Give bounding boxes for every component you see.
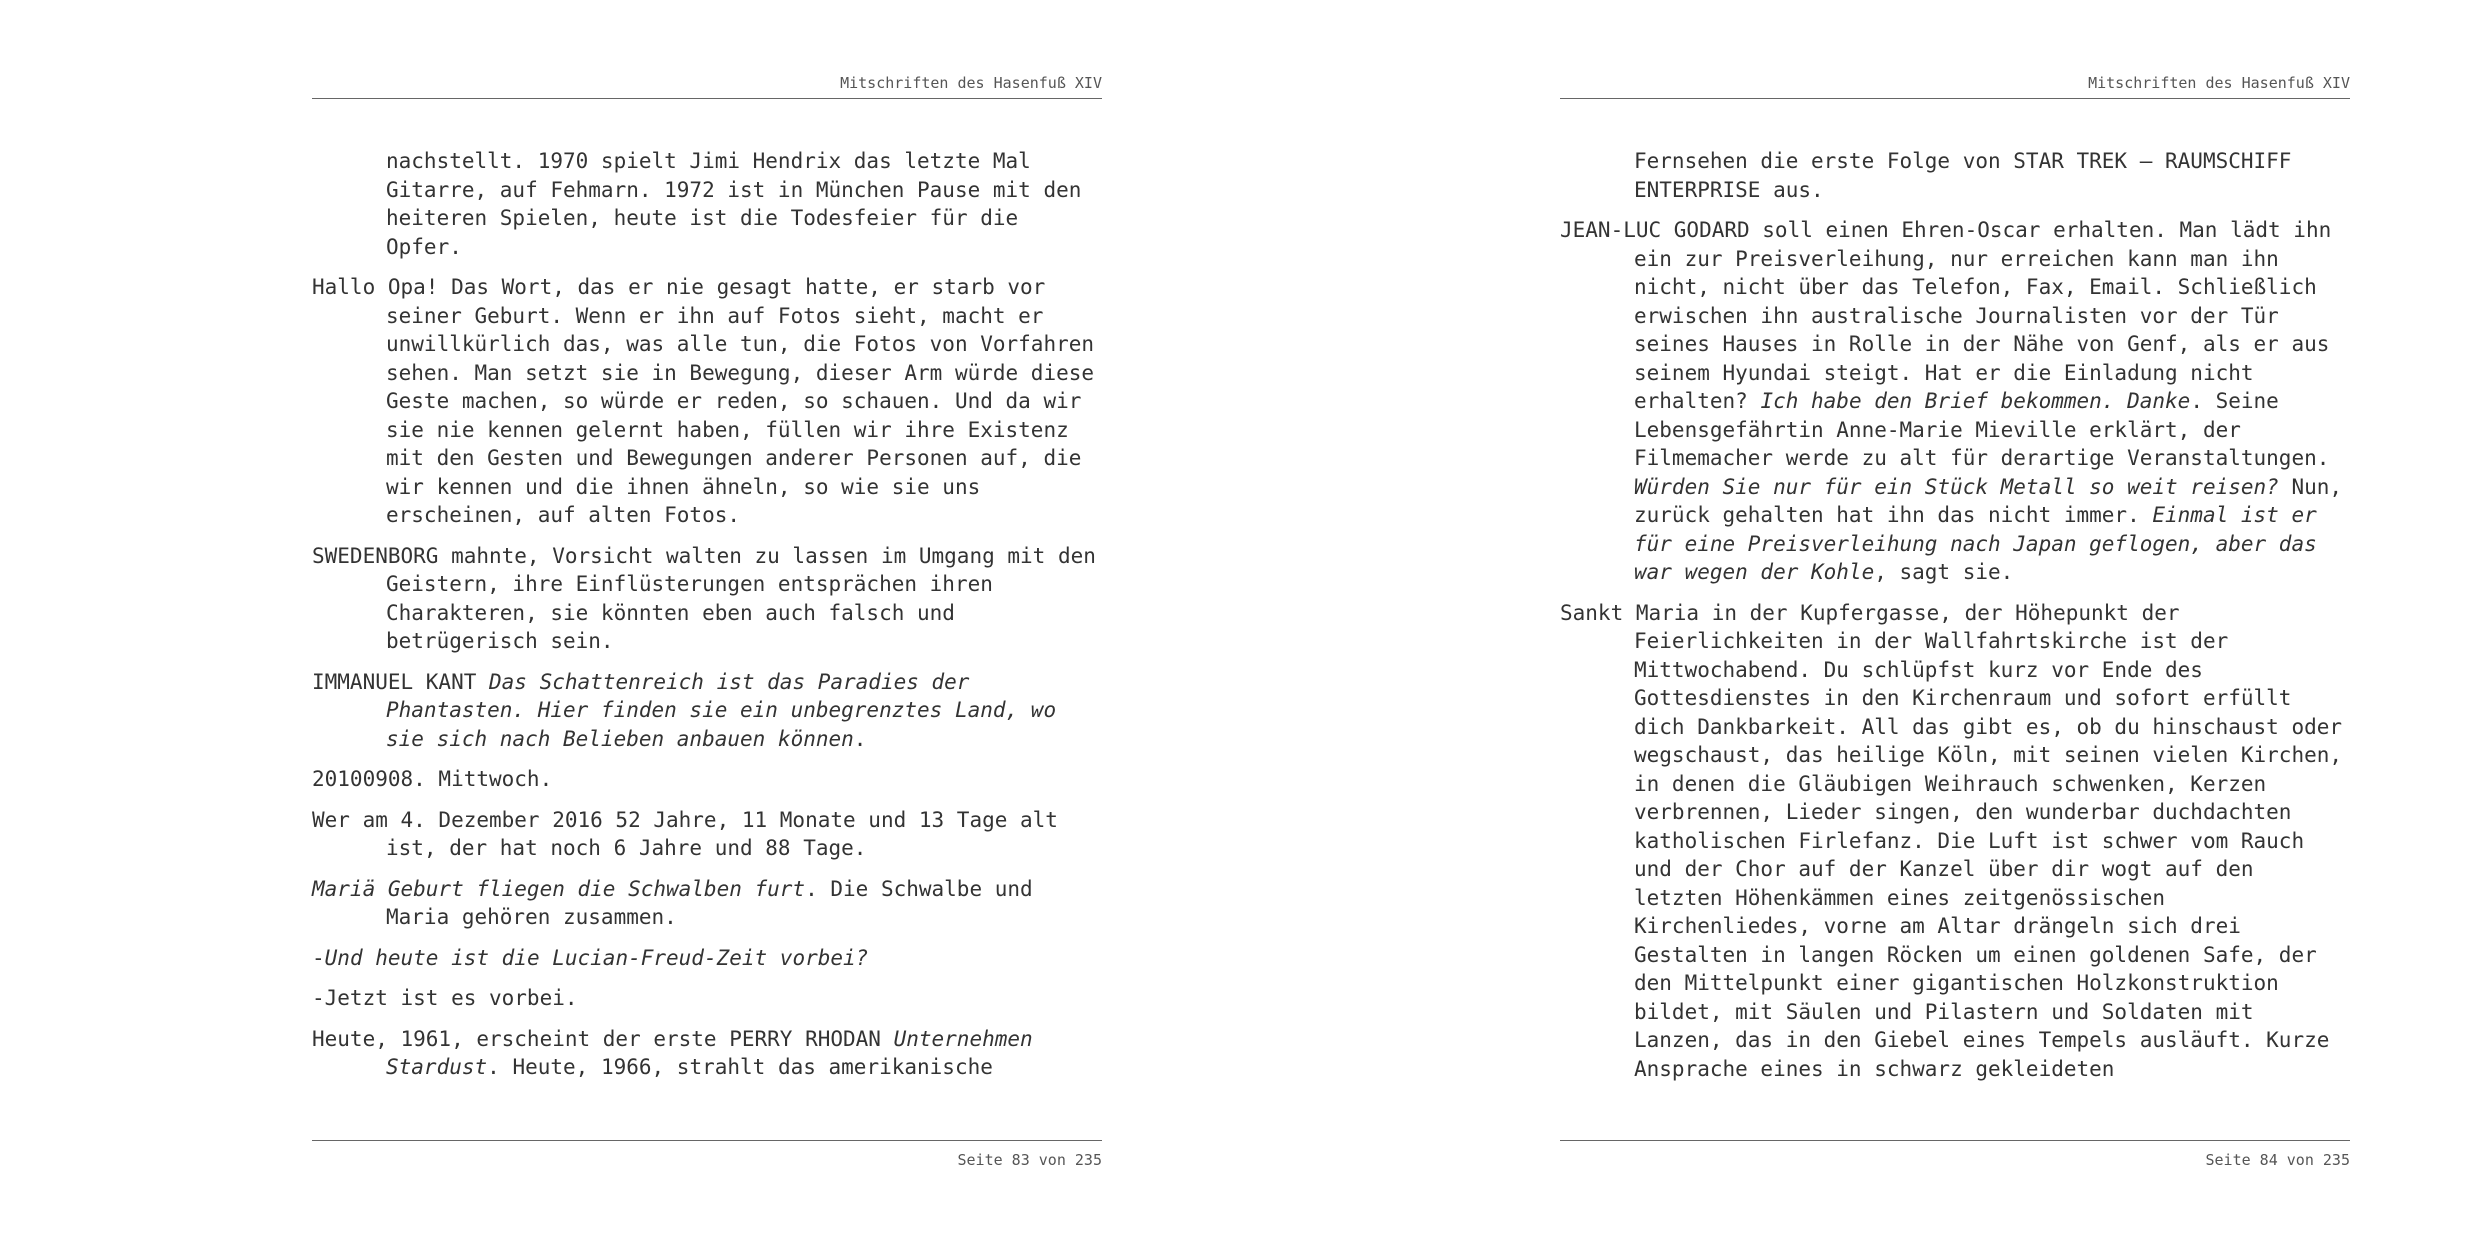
paragraph bbox=[312, 984, 1102, 1013]
text-run: -Jetzt ist es vorbei. bbox=[312, 986, 578, 1010]
page-left bbox=[312, 0, 1102, 1240]
paragraph bbox=[312, 542, 1102, 656]
text-run: IMMANUEL KANT bbox=[312, 669, 490, 694]
paragraph bbox=[1560, 599, 2350, 1084]
text-run: SWEDENBORG mahnte, Vorsicht walten zu lassen im Umgang mit den Geistern, ihre Einflüsterungen entsprächen ihren Charakteren, sie könnten eben auch falsch und betrügerisch sein. bbox=[312, 543, 1096, 653]
text-run: JEAN-LUC GODARD soll einen Ehren-Oscar erhalten. Man lädt ihn ein zur Preisverleihung, nur erreichen kann man ihn nicht, nicht über das Telefon, Fax, Email. Schließlich erwischen ihn australische Journalisten vor der Tür seines Hauses in Rolle in der Nähe von Genf, als er aus seinem Hyundai steigt. Hat er die Einladung nicht erhalten? bbox=[1560, 218, 2332, 413]
text-run: Fernsehen die erste Folge von STAR TREK – RAUMSCHIFF ENTERPRISE aus. bbox=[1634, 149, 2292, 202]
text-run: Wer am 4. Dezember 2016 52 Jahre, 11 Monate und 13 Tage alt ist, der hat noch 6 Jahre und 88 Tage. bbox=[312, 807, 1058, 860]
text-run: , sagt sie. bbox=[1874, 560, 2014, 584]
italic-text: Ich habe den Brief bekommen. Danke bbox=[1760, 389, 2191, 413]
paragraph bbox=[312, 806, 1102, 863]
paragraph bbox=[312, 875, 1102, 932]
italic-text: Unternehmen Stardust bbox=[386, 1026, 1033, 1079]
paragraph bbox=[312, 765, 1102, 794]
page-number: Seite 84 von 235 bbox=[1560, 1140, 2350, 1169]
text-run: - bbox=[312, 945, 325, 970]
text-run: Heute, 1961, erscheint der erste PERRY RHODAN bbox=[312, 1026, 894, 1051]
page-body bbox=[312, 147, 1102, 1094]
paragraph bbox=[1560, 147, 2350, 204]
italic-text: Und heute ist die Lucian-Freud-Zeit vorbei? bbox=[324, 945, 869, 970]
text-run: . Die Schwalbe und Maria gehören zusammen. bbox=[386, 876, 1033, 929]
text-run: . Heute, 1966, strahlt das amerikanische bbox=[487, 1055, 993, 1079]
paragraph bbox=[312, 273, 1102, 530]
italic-text: Einmal ist er für eine Preisverleihung nach Japan geflogen, aber das war wegen der Kohle bbox=[1634, 503, 2317, 584]
text-run: Nun, zurück gehalten hat ihn das nicht immer. bbox=[1634, 474, 2343, 527]
text-run: Hallo Opa! Das Wort, das er nie gesagt hatte, er starb vor seiner Geburt. Wenn er ihn auf Fotos sieht, macht er unwillkürlich das, was alle tun, die Fotos von Vorfahren sehen. Man setzt sie in Bewegung, dieser Arm würde diese Geste machen, so würde er reden, so schauen. Und da wir sie nie kennen gelernt haben, füllen wir ihre Existenz mit den Gesten und Bewegungen anderer Personen auf, die wir kennen und die ihnen ähneln, so wie sie uns erscheinen, auf alten Fotos. bbox=[312, 275, 1095, 527]
page-number: Seite 83 von 235 bbox=[312, 1140, 1102, 1169]
text-run: . bbox=[853, 726, 867, 751]
italic-text: Würden Sie nur für ein Stück Metall so weit reisen? bbox=[1634, 474, 2279, 499]
text-run: Sankt Maria in der Kupfergasse, der Höhepunkt der Feierlichkeiten in der Wallfahrtskirche ist der Mittwochabend. Du schlüpfst kurz vor Ende des Gottesdienstes in den Kirchenraum und sofort erfüllt dich Dankbarkeit. All das gibt es, ob du hinschaust oder wegschaust, das heilige Köln, mit seinen vielen Kirchen, in denen die Gläubigen Weihrauch schwenken, Kerzen verbrennen, Lieder singen, den wunderbar duchdachten katholischen Firlefanz. Die Luft ist schwer vom Rauch und der Chor auf der Kanzel über dir wogt auf den letzten Höhenkämmen eines zeitgenössischen Kirchenliedes, vorne am Altar drängeln sich drei Gestalten in langen Röcken um einen goldenen Safe, der den Mittelpunkt einer gigantischen Holzkonstruktion bildet, mit Säulen und Pilastern und Soldaten mit Lanzen, das in den Giebel eines Tempels ausläuft. Kurze Ansprache eines in schwarz gekleideten bbox=[1560, 600, 2343, 1081]
page-right bbox=[1560, 0, 2350, 1240]
italic-text: Das Schattenreich ist das Paradies der Phantasten. Hier finden sie ein unbegrenztes Land, wo sie sich nach Belieben anbauen können bbox=[386, 669, 1057, 751]
paragraph bbox=[312, 147, 1102, 261]
paragraph bbox=[312, 668, 1102, 754]
paragraph bbox=[1560, 216, 2350, 587]
page-body bbox=[1560, 147, 2350, 1095]
text-run: 20100908. Mittwoch. bbox=[312, 767, 553, 791]
text-run: nachstellt. 1970 spielt Jimi Hendrix das letzte Mal Gitarre, auf Fehmarn. 1972 ist in München Pause mit den heiteren Spielen, heute ist die Todesfeier für die Opfer. bbox=[386, 149, 1082, 259]
running-header: Mitschriften des Hasenfuß XIV bbox=[312, 74, 1102, 99]
running-header: Mitschriften des Hasenfuß XIV bbox=[1560, 74, 2350, 99]
paragraph bbox=[312, 944, 1102, 973]
paragraph bbox=[312, 1025, 1102, 1082]
text-run: . Seine Lebensgefährtin Anne-Marie Mieville erklärt, der Filmemacher werde zu alt für derartige Veranstaltungen. bbox=[1634, 389, 2330, 470]
italic-text: Mariä Geburt fliegen die Schwalben furt bbox=[312, 876, 806, 901]
